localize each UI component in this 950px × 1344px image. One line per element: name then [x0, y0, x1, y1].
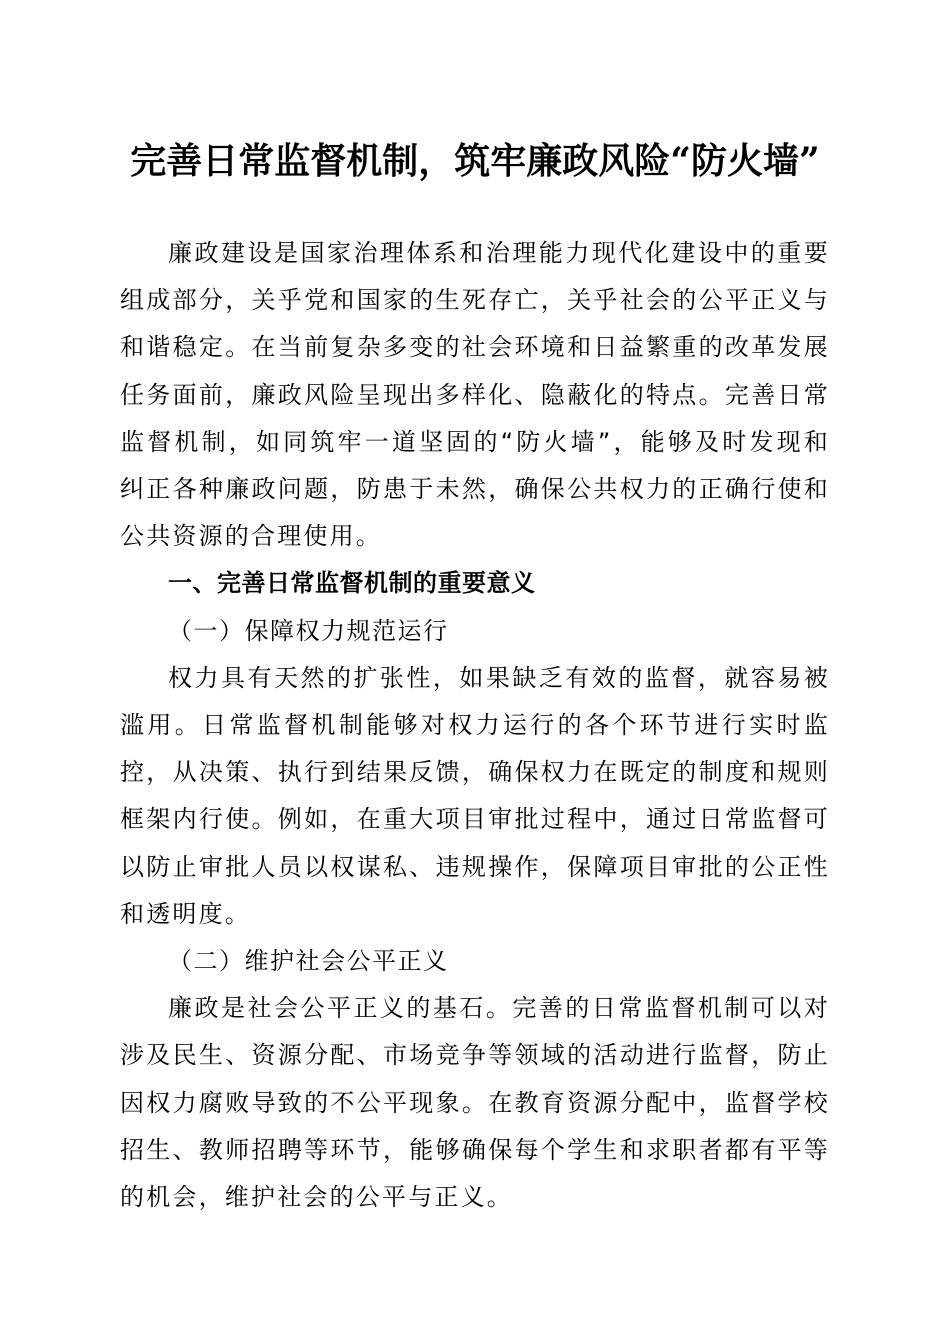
section-heading: 一、完善日常监督机制的重要意义	[168, 569, 536, 598]
document-title: 完善日常监督机制，筑牢廉政风险“防火墙”	[130, 140, 820, 182]
body-paragraph: 权力具有天然的扩张性，如果缺乏有效的监督，就容易被滥用。日常监督机制能够对权力运行的各个环节进行实时监控，从决策、执行到结果反馈，确保权力在既定的制度和规则框架内行使。例如，在重大项目审批过程中，通过日常监督可以防止审批人员以权谋私、违规操作，保障项目审批的公正性和透明度。	[120, 663, 830, 928]
subsection-heading: （一）保障权力规范运行	[168, 616, 449, 645]
document-body	[120, 230, 830, 1221]
intro-paragraph: 廉政建设是国家治理体系和治理能力现代化建设中的重要组成部分，关乎党和国家的生死存亡，关乎社会的公平正义与和谐稳定。在当前复杂多变的社会环境和日益繁重的改革发展任务面前，廉政风险呈现出多样化、隐蔽化的特点。完善日常监督机制，如同筑牢一道坚固的“防火墙”，能够及时发现和纠正各种廉政问题，防患于未然，确保公共权力的正确行使和公共资源的合理使用。	[120, 239, 830, 551]
body-paragraph: 廉政是社会公平正义的基石。完善的日常监督机制可以对涉及民生、资源分配、市场竞争等领域的活动进行监督，防止因权力腐败导致的不公平现象。在教育资源分配中，监督学校招生、教师招聘等环节，能够确保每个学生和求职者都有平等的机会，维护社会的公平与正义。	[120, 994, 830, 1212]
subsection-heading: （二）维护社会公平正义	[168, 947, 449, 976]
